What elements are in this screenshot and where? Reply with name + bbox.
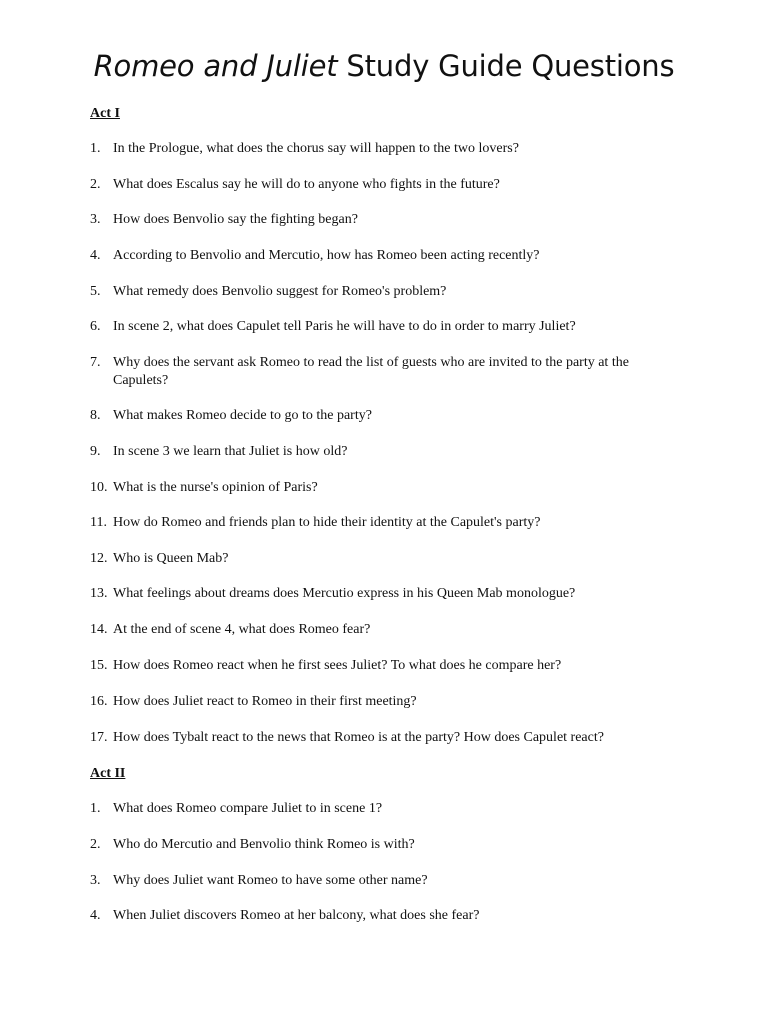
question-number: 3.	[90, 212, 101, 227]
question-item	[90, 247, 680, 265]
question-number: 2.	[90, 177, 101, 192]
question-text: In scene 3 we learn that Juliet is how old?	[113, 444, 348, 459]
question-item	[90, 479, 680, 497]
question-item	[90, 693, 680, 711]
question-item	[90, 318, 680, 336]
question-text: What is the nurse's opinion of Paris?	[113, 480, 318, 495]
section-heading-act-2: Act II	[90, 766, 126, 781]
question-number: 16.	[90, 694, 108, 709]
question-number: 2.	[90, 837, 101, 852]
question-number: 8.	[90, 408, 101, 423]
question-item	[90, 657, 680, 675]
question-item	[90, 585, 680, 603]
question-number: 1.	[90, 801, 101, 816]
question-text: Who is Queen Mab?	[113, 551, 229, 566]
question-item	[90, 211, 680, 229]
question-item	[90, 407, 680, 425]
question-text: At the end of scene 4, what does Romeo fear?	[113, 622, 371, 637]
question-number: 12.	[90, 551, 108, 566]
question-item	[90, 836, 680, 854]
question-item	[90, 283, 680, 301]
question-number: 3.	[90, 873, 101, 888]
section-heading-act-1: Act I	[90, 106, 120, 121]
question-number: 9.	[90, 444, 101, 459]
question-text: What remedy does Benvolio suggest for Romeo's problem?	[113, 284, 447, 299]
question-text: Why does Juliet want Romeo to have some other name?	[113, 873, 428, 888]
question-text: Who do Mercutio and Benvolio think Romeo is with?	[113, 837, 415, 852]
question-text: Why does the servant ask Romeo to read the list of guests who are invited to the party at the Capulets?	[113, 355, 629, 388]
question-text: What feelings about dreams does Mercutio express in his Queen Mab monologue?	[113, 586, 576, 601]
question-item	[90, 907, 680, 925]
question-item	[90, 354, 680, 390]
question-number: 17.	[90, 730, 108, 745]
page-title	[0, 46, 768, 86]
question-text: How does Romeo react when he first sees Juliet? To what does he compare her?	[113, 658, 562, 673]
title-play-name: Romeo and Juliet	[93, 49, 338, 83]
question-text: What does Escalus say he will do to anyone who fights in the future?	[113, 177, 500, 192]
question-number: 5.	[90, 284, 101, 299]
question-item	[90, 872, 680, 890]
question-number: 1.	[90, 141, 101, 156]
question-number: 4.	[90, 248, 101, 263]
question-text: How does Tybalt react to the news that Romeo is at the party? How does Capulet react?	[113, 730, 604, 745]
question-text: According to Benvolio and Mercutio, how has Romeo been acting recently?	[113, 248, 540, 263]
question-item	[90, 800, 680, 818]
question-item	[90, 140, 680, 158]
question-item	[90, 176, 680, 194]
question-text: What makes Romeo decide to go to the party?	[113, 408, 372, 423]
question-number: 14.	[90, 622, 108, 637]
question-number: 6.	[90, 319, 101, 334]
question-number: 15.	[90, 658, 108, 673]
question-item	[90, 550, 680, 568]
question-item	[90, 514, 680, 532]
question-text: How does Juliet react to Romeo in their first meeting?	[113, 694, 417, 709]
question-text: In scene 2, what does Capulet tell Paris he will have to do in order to marry Juliet?	[113, 319, 576, 334]
question-number: 4.	[90, 908, 101, 923]
question-text: How do Romeo and friends plan to hide their identity at the Capulet's party?	[113, 515, 541, 530]
question-item	[90, 729, 680, 747]
question-item	[90, 621, 680, 639]
question-text: How does Benvolio say the fighting began?	[113, 212, 358, 227]
question-text: In the Prologue, what does the chorus say will happen to the two lovers?	[113, 141, 519, 156]
question-number: 11.	[90, 515, 107, 530]
question-item	[90, 443, 680, 461]
question-number: 7.	[90, 355, 101, 370]
question-text: What does Romeo compare Juliet to in scene 1?	[113, 801, 383, 816]
question-number: 13.	[90, 586, 108, 601]
question-text: When Juliet discovers Romeo at her balcony, what does she fear?	[113, 908, 480, 923]
title-rest: Study Guide Questions	[337, 49, 675, 83]
question-number: 10.	[90, 480, 108, 495]
